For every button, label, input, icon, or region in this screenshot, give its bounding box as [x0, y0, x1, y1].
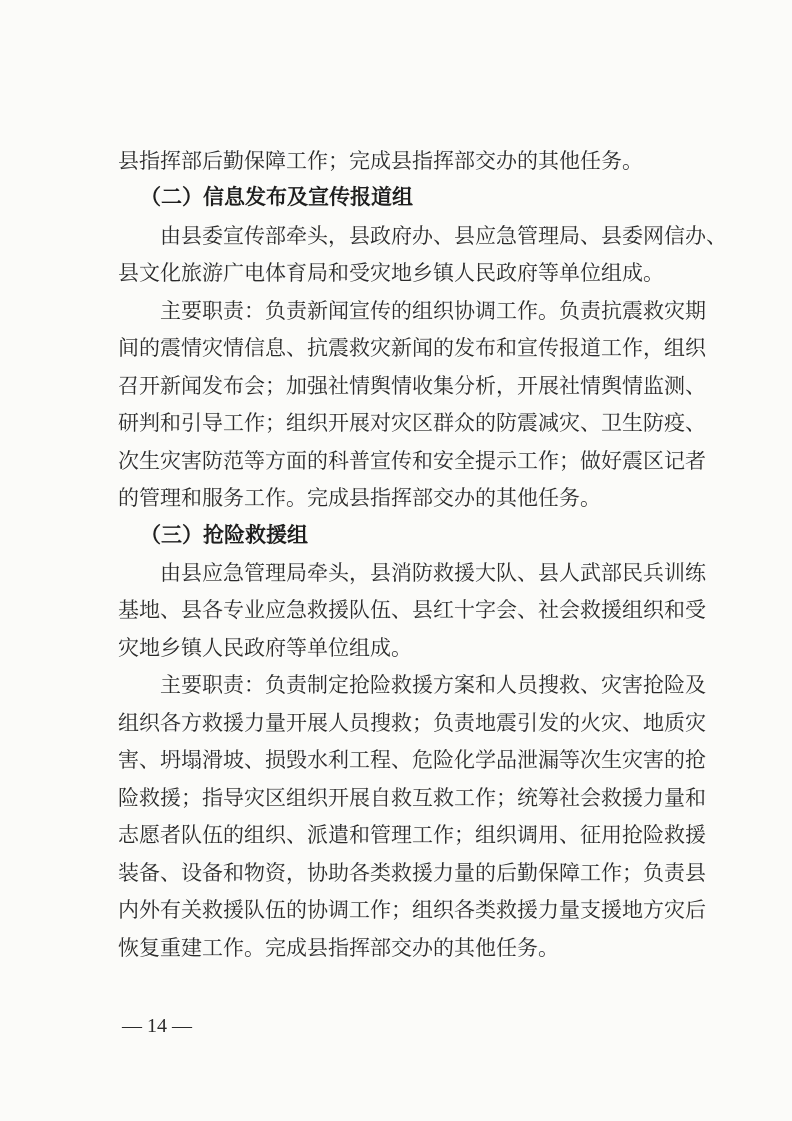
text-line: 县指挥部后勤保障工作；完成县指挥部交办的其他任务。: [118, 149, 643, 173]
text-line: 主 要 职 责 ： 负 责 制 定 抢 险 救 援 方 案 和 人 员 搜 救 、 灾 害 抢 险 及: [160, 673, 706, 697]
section-heading: （三）抢险救援组: [140, 523, 308, 547]
text-line: 灾地乡镇人民政府等单位组成。: [118, 636, 412, 660]
text-line: 装 备 、 设 备 和 物 资 ， 协 助 各 类 救 援 力 量 的 后 勤 保 障 工 作 ； 负 责 县: [118, 861, 706, 885]
text-line: 召 开 新 闻 发 布 会 ； 加 强 社 情 舆 情 收 集 分 析 ， 开 展 社 情 舆 情 监 测 、: [118, 374, 706, 398]
text-line: 研 判 和 引 导 工 作 ； 组 织 开 展 对 灾 区 群 众 的 防 震 减 灾 、 卫 生 防 疫 、: [118, 411, 706, 435]
text-line: 志 愿 者 队 伍 的 组 织 、 派 遣 和 管 理 工 作 ； 组 织 调 用 、 征 用 抢 险 救 援: [118, 823, 706, 847]
section-heading: （二）信息发布及宣传报道组: [140, 185, 413, 209]
text-line: 恢复重建工作。完成县指挥部交办的其他任务。: [118, 936, 559, 960]
page-number: — 14 —: [122, 1015, 192, 1037]
text-line: 次 生 灾 害 防 范 等 方 面 的 科 普 宣 传 和 安 全 提 示 工 作 ； 做 好 震 区 记 者: [118, 449, 706, 473]
text-line: 组 织 各 方 救 援 力 量 开 展 人 员 搜 救 ； 负 责 地 震 引 发 的 火 灾 、 地 质 灾: [118, 711, 706, 735]
text-line: 由 县 应 急 管 理 局 牵 头 ， 县 消 防 救 援 大 队 、 县 人 武 部 民 兵 训 练: [160, 561, 706, 585]
text-line: 间 的 震 情 灾 情 信 息 、 抗 震 救 灾 新 闻 的 发 布 和 宣 传 报 道 工 作 ， 组 织: [118, 336, 706, 360]
text-line: 害 、 坍 塌 滑 坡 、 损 毁 水 利 工 程 、 危 险 化 学 品 泄 漏 等 次 生 灾 害 的 抢: [118, 748, 706, 772]
text-line: 主 要 职 责 ： 负 责 新 闻 宣 传 的 组 织 协 调 工 作 。 负 责 抗 震 救 灾 期: [160, 299, 706, 323]
text-line: 内 外 有 关 救 援 队 伍 的 协 调 工 作 ； 组 织 各 类 救 援 力 量 支 援 地 方 灾 后: [118, 898, 706, 922]
text-line: 县文化旅游广电体育局和受灾地乡镇人民政府等单位组成。: [118, 261, 664, 285]
text-line: 险 救 援 ； 指 导 灾 区 组 织 开 展 自 救 互 救 工 作 ； 统 筹 社 会 救 援 力 量 和: [118, 786, 706, 810]
text-line: 的管理和服务工作。完成县指挥部交办的其他任务。: [118, 486, 601, 510]
text-line: 基 地 、 县 各 专 业 应 急 救 援 队 伍 、 县 红 十 字 会 、 社 会 救 援 组 织 和 受: [118, 598, 706, 622]
text-line: 由 县 委 宣 传 部 牵 头 ， 县 政 府 办 、 县 应 急 管 理 局 、 县 委 网 信 办 、: [160, 224, 727, 248]
